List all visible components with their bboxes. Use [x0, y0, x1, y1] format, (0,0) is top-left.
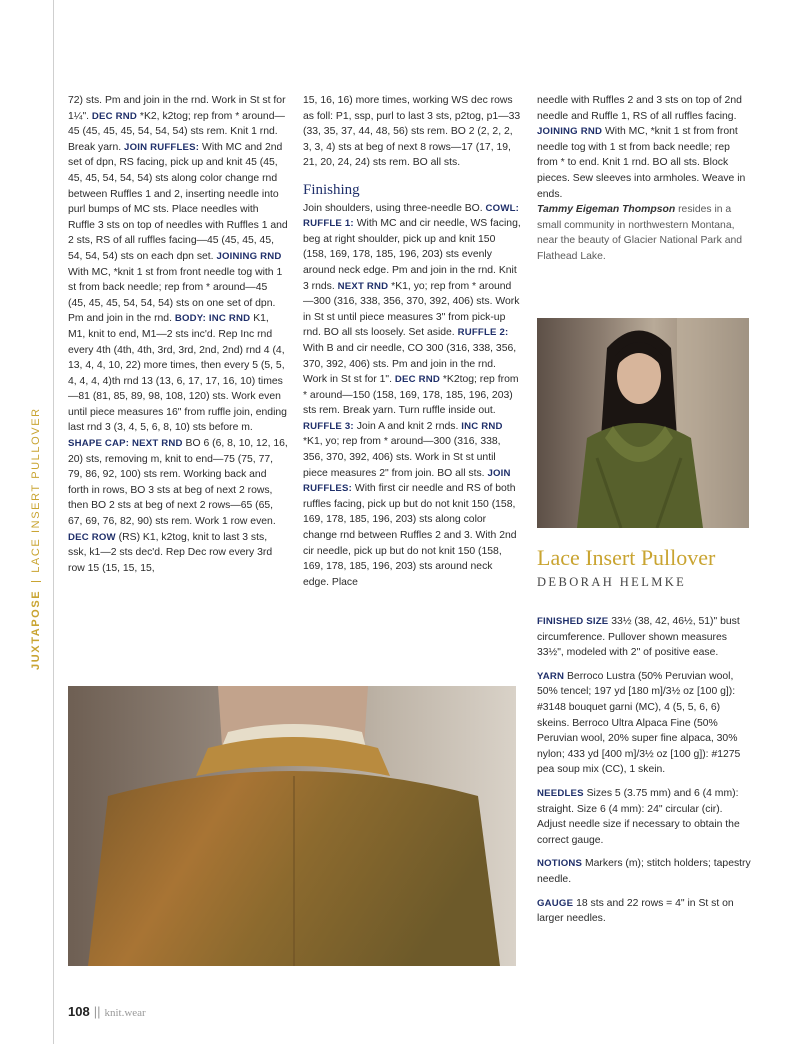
- pattern-keyword: NEEDLES: [537, 787, 584, 799]
- pattern-specs: [537, 614, 753, 935]
- col3-paragraph: [537, 93, 751, 202]
- left-margin-rule: [53, 0, 54, 1044]
- model-back-illustration: [68, 686, 516, 966]
- pattern-text: Berroco Lustra (50% Peruvian wool, 50% tencel; 197 yd [180 m]/3½ oz [100 g]): #3148 bouquet garni (MC), 4 (5, 5, 6, 6) skeins. Berroco Ultra Alpaca Fine (50% Peruvian wool, 20% super fine alpaca, 30% nylon; 433 yd [400 m]/3½ oz [100 g]): #1275 pea soup mix (CC), 1 skein.: [537, 670, 741, 776]
- pattern-column-1: [68, 93, 288, 576]
- model-back-photo: [68, 686, 516, 966]
- pattern-keyword: COWL: RUFFLE 1:: [303, 202, 520, 230]
- page-folio: [68, 1004, 146, 1019]
- magazine-name: knit.wear: [104, 1007, 146, 1019]
- pattern-keyword: RUFFLE 3:: [303, 420, 354, 432]
- pattern-text: With MC and cir needle, WS facing, beg at right shoulder, pick up and knit 150 (158, 169, 178, 185, 196, 203) sts evenly around neck edge. Pm and join in the rnd. Knit 3 rnds.: [303, 218, 521, 292]
- pattern-keyword: DEC RND: [394, 374, 440, 386]
- pattern-text: 72) sts. Pm and join in the rnd. Work in St st for 1¼".: [68, 95, 286, 122]
- designer-bio: [537, 202, 751, 264]
- pattern-text: Markers (m); stitch holders; tapestry needle.: [537, 858, 751, 885]
- pattern-keyword: SHAPE CAP: NEXT RND: [68, 438, 183, 450]
- pattern-keyword: NOTIONS: [537, 858, 583, 870]
- spec-finished-size: [537, 614, 753, 661]
- pattern-text: Join A and knit 2 rnds.: [353, 420, 462, 432]
- bio-text: resides in a small community in northwestern Montana, near the beauty of Glacier National Park and Flathead Lake.: [537, 204, 743, 262]
- pattern-title: Lace Insert Pullover: [537, 545, 716, 570]
- col2-paragraph-2: [303, 201, 521, 591]
- pattern-column-3: [537, 93, 751, 265]
- page-number: 108: [68, 1004, 90, 1019]
- pattern-text: 15, 16, 16) more times, working WS dec rows as foll: P1, ssp, purl to last 3 sts, p2tog, p1—33 (33, 35, 37, 44, 48, 56) sts rem. BO 2 (2, 2, 2, 3, 3, 4) sts at beg of next 8 rows—17 (17, 19, 21, 20, 24, 24) sts rem. BO all sts.: [303, 95, 521, 169]
- pattern-text: Sizes 5 (3.75 mm) and 6 (4 mm): straight. Size 6 (4 mm): 24" circular (cir). Adjust needle size if necessary to obtain the correct gauge.: [537, 787, 740, 846]
- spec-needles: [537, 786, 753, 848]
- pattern-keyword: JOIN RUFFLES:: [303, 467, 511, 495]
- model-front-photo: [537, 318, 749, 528]
- pattern-text: *K2, k2tog; rep from * around—45 (45, 45, 45, 54, 54, 54) sts rem. Knit 1 rnd. Break yarn.: [68, 110, 285, 153]
- pattern-text: *K1, yo; rep from * around—300 (316, 338, 356, 370, 392, 406) sts. Work in St st until piece measures 2" from join. BO all sts.: [303, 436, 501, 479]
- pattern-text: *K2tog; rep from * around—150 (158, 169, 178, 185, 196, 203) sts rem. Break yarn. Turn ruffle inside out.: [303, 374, 519, 417]
- pattern-keyword: JOINING RND: [537, 126, 603, 138]
- side-running-head: [30, 380, 46, 670]
- side-title-label: LACE INSERT PULLOVER: [30, 407, 42, 573]
- pattern-text: 18 sts and 22 rows = 4" in St st on larger needles.: [537, 897, 734, 925]
- col2-paragraph-1: [303, 93, 521, 171]
- pattern-text: 33½ (38, 42, 46½, 51)" bust circumference. Pullover shown measures 33½", modeled with 2" of positive ease.: [537, 616, 740, 659]
- section-label: JUXTAPOSE: [30, 589, 42, 670]
- pattern-text: (RS) K1, k2tog, knit to last 3 sts, ssk, k1—2 sts dec'd. Rep Dec row every 3rd row 15 (15, 15, 15,: [68, 531, 273, 574]
- pattern-keyword: YARN: [537, 670, 565, 682]
- col1-paragraph: [68, 93, 288, 576]
- folio-divider: ||: [93, 1004, 101, 1019]
- pattern-keyword: FINISHED SIZE: [537, 616, 609, 627]
- model-front-illustration: [537, 318, 749, 528]
- pattern-text: Join shoulders, using three-needle BO.: [303, 202, 486, 214]
- pattern-keyword: JOINING RND: [216, 250, 282, 262]
- pattern-text: needle with Ruffles 2 and 3 sts on top of 2nd needle and Ruffle 1, RS of all ruffles facing.: [537, 95, 742, 122]
- finishing-heading: Finishing: [303, 181, 360, 198]
- pattern-keyword: JOIN RUFFLES:: [124, 141, 200, 153]
- spec-yarn: [537, 669, 753, 778]
- pattern-text: With B and cir needle, CO 300 (316, 338, 356, 370, 392, 406) sts. Pm and join in the rnd. Work in St st for 1".: [303, 342, 517, 386]
- pattern-text: With MC, *knit 1 st from front needle tog with 1 st from back needle; rep from * to end. Knit 1 rnd. BO all sts. Block pieces. Sew sleeves into armholes. Weave in ends.: [537, 126, 746, 200]
- pattern-text: *K1, yo; rep from * around—300 (316, 338, 356, 370, 392, 406) sts. Work in St st until piece measures 3" from pick-up rnd. BO all sts loosely. Set aside.: [303, 280, 520, 339]
- pattern-text: K1, M1, knit to end, M1—2 sts inc'd. Rep Inc rnd every 4th (4th, 4th, 3rd, 3rd, 2nd, 2nd) rnd 4 (4, 13, 4, 4, 10, 22) more times, then every 5 (5, 5, 4, 4, 4, 4)th rnd 13 (13, 6, 17, 17, 16, 10) times—81 (81, 85, 89, 98, 108, 120) sts. Work even until piece measures 16" from ruffle join, ending last rnd 3 (3, 4, 5, 6, 8, 10) sts before m.: [68, 313, 287, 434]
- pattern-column-2: [303, 93, 521, 590]
- pattern-keyword: RUFFLE 2:: [457, 327, 509, 339]
- designer-name: DEBORAH HELMKE: [537, 575, 687, 589]
- pattern-keyword: BODY: INC RND: [174, 313, 251, 325]
- spec-notions: [537, 856, 753, 887]
- pattern-text: With MC, *knit 1 st from front needle tog with 1 st from back needle; rep from * around—45 (45, 45, 45, 54, 54, 54) sts on one set of dpn. Pm and join in the rnd.: [68, 266, 283, 325]
- pattern-keyword: GAUGE: [537, 897, 574, 909]
- pattern-text: With first cir needle and RS of both ruffles facing, pick up but do not knit 150 (158, 169, 178, 185, 196, 203) sts along color change rnd between Ruffles 2 and 3. With 2nd cir needle, pick up but do not knit 150 (158, 169, 178, 185, 196, 203) sts around neck edge. Place: [303, 483, 517, 588]
- spec-gauge: [537, 896, 753, 927]
- pattern-keyword: NEXT RND: [337, 280, 389, 292]
- pattern-keyword: DEC ROW: [68, 531, 116, 543]
- pattern-text: With MC and 2nd set of dpn, RS facing, pick up and knit 45 (45, 45, 45, 54, 54, 54) sts along color change rnd between Ruffles 1 and 2, inserting needle into purl bumps of MC sts. Place needles with Ruffle 3 sts on top of needles with Ruffles 1 and 2 sts, RS of all ruffles facing—45 (45, 45, 45, 54, 54, 54) sts on each dpn set.: [68, 141, 288, 262]
- pattern-keyword: DEC RND: [91, 110, 138, 122]
- side-divider: [31, 581, 41, 582]
- pattern-keyword: INC RND: [461, 420, 503, 432]
- pattern-text: BO 6 (6, 8, 10, 12, 16, 20) sts, removing m, knit to end—75 (75, 77, 79, 86, 92, 100) sts rem. Working back and forth in rows, BO 3 sts at beg of next 2 rows, then BO 2 sts at beg of next 2 rows—65 (65, 67, 69, 76, 82, 90) sts rem. Work 1 row even.: [68, 438, 288, 528]
- bio-name: Tammy Eigeman Thompson: [537, 204, 676, 216]
